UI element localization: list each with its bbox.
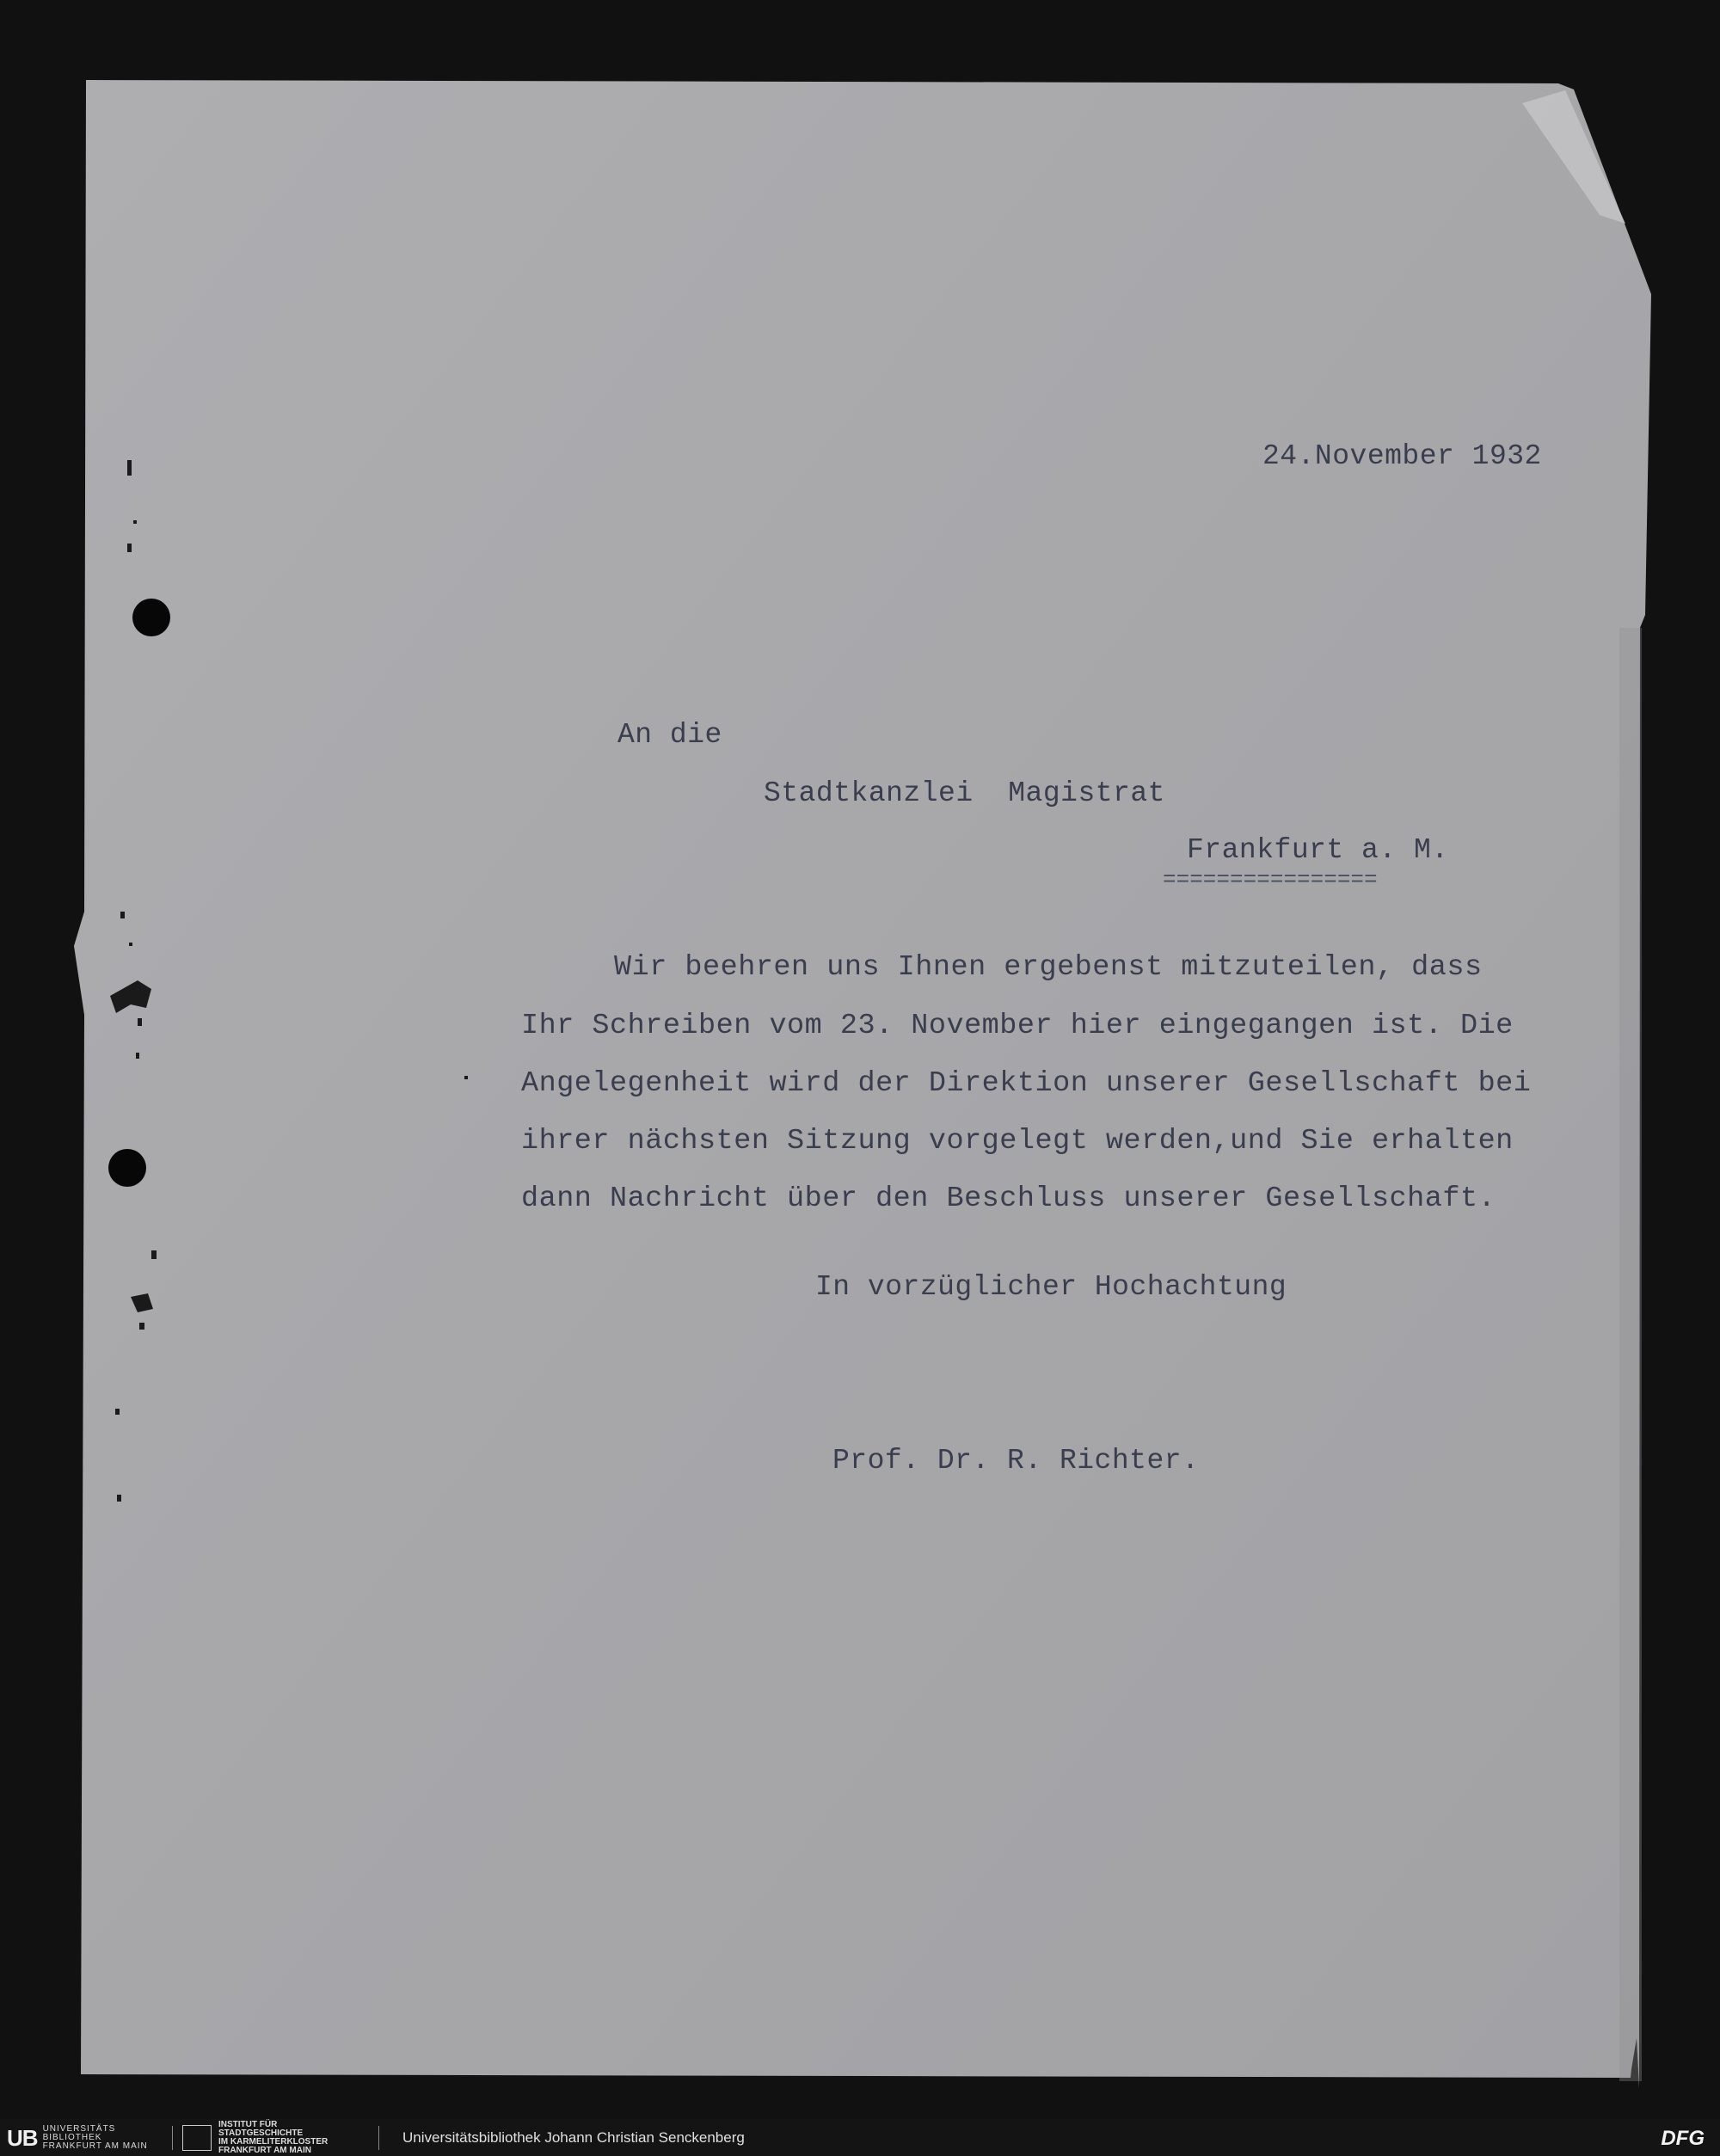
ub-logo-line: FRANKFURT AM MAIN	[42, 2141, 148, 2151]
footer-divider	[172, 2126, 173, 2150]
ub-logo-line: BIBLIOTHEK	[42, 2133, 102, 2142]
institute-logo[interactable]	[182, 2120, 329, 2155]
footer-divider	[378, 2126, 379, 2150]
ub-logo-line: UNIVERSITÄTS	[42, 2124, 116, 2134]
footer-bar	[0, 2119, 1720, 2156]
body-line: Angelegenheit wird der Direktion unserer Gesellschaft bei	[521, 1067, 1532, 1100]
letter-date: 24.November 1932	[1262, 440, 1542, 472]
body-line: ihrer nächsten Sitzung vorgelegt werden,und Sie erhalten	[521, 1125, 1514, 1158]
ub-logo-mark: UB	[7, 2124, 38, 2151]
closing-line: In vorzüglicher Hochachtung	[815, 1271, 1287, 1303]
recipient-underline: ================	[1163, 867, 1378, 893]
institute-logo-line: FRANKFURT AM MAIN	[218, 2146, 311, 2155]
punch-hole-top	[132, 599, 170, 636]
institute-logo-line: INSTITUT FÜR	[218, 2120, 278, 2129]
body-line: dann Nachricht über den Beschluss unserer Gesellschaft.	[521, 1182, 1496, 1215]
ub-logo-text	[43, 2125, 148, 2151]
punch-hole-bottom	[108, 1149, 146, 1187]
recipient-salutation: An die	[617, 719, 722, 751]
institute-logo-line: STADTGESCHICHTE	[218, 2128, 304, 2138]
recipient-city: Frankfurt a. M.	[1187, 834, 1449, 866]
institute-logo-text	[218, 2121, 328, 2155]
institute-emblem-icon	[182, 2125, 212, 2151]
recipient-office: Stadtkanzlei Magistrat	[764, 777, 1165, 809]
dfg-logo[interactable]: DFG	[1661, 2127, 1705, 2150]
ub-logo[interactable]	[7, 2124, 148, 2152]
body-line: Wir beehren uns Ihnen ergebenst mitzuteilen, dass	[614, 951, 1483, 984]
body-line: Ihr Schreiben vom 23. November hier eingegangen ist. Die	[521, 1010, 1514, 1042]
signature: Prof. Dr. R. Richter.	[832, 1445, 1200, 1477]
institute-logo-line: IM KARMELITERKLOSTER	[218, 2137, 329, 2147]
right-edge-shadow	[1619, 628, 1642, 2081]
library-credit: Universitätsbibliothek Johann Christian Senckenberg	[402, 2129, 745, 2146]
